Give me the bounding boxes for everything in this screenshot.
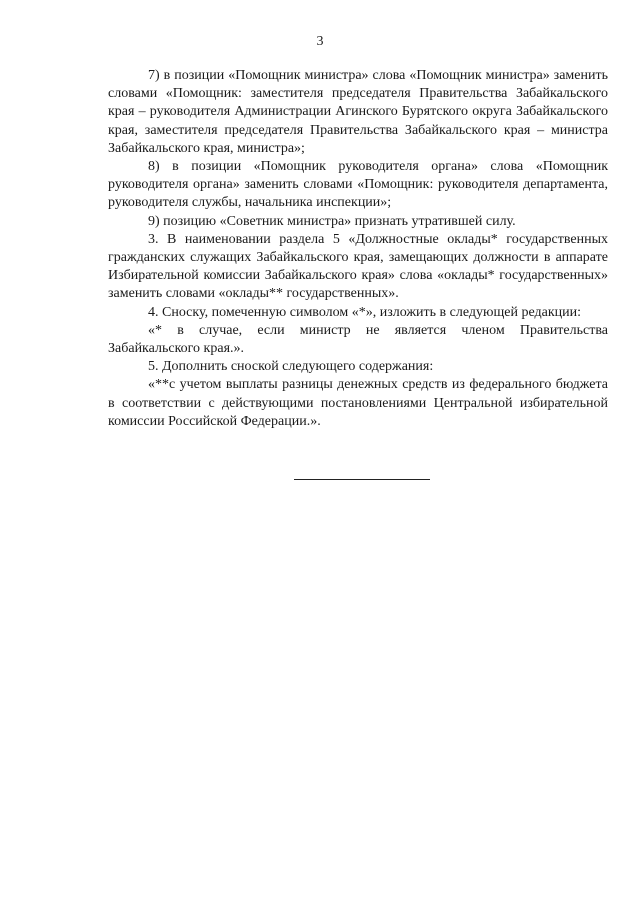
paragraph-item-7: 7) в позиции «Помощник министра» слова «Помощник министра» заменить словами «Помощник: заместителя председателя Правительства Забайкальского края – руководителя Администрации Агинского Бурятского округа Забайкальского края, заместителя председателя Правительства Забайкальского края – министра Забайкальского края, министра»; xyxy=(108,68,608,156)
document-body xyxy=(108,67,608,431)
paragraph-section-3: 3. В наименовании раздела 5 «Должностные оклады* государственных гражданских служащих Забайкальского края, замещающих должности в аппарате Избирательной комиссии Забайкальского края» слова «оклады* государственных» заменить словами «оклады** государственных». xyxy=(108,231,608,302)
paragraph-item-8: 8) в позиции «Помощник руководителя органа» слова «Помощник руководителя органа» заменить словами «Помощник: руководителя департамента, руководителя службы, начальника инспекции»; xyxy=(108,159,608,211)
end-separator-line xyxy=(294,479,430,480)
footnote-text-asterisk: «* в случае, если министр не является членом Правительства Забайкальского края.». xyxy=(108,322,608,357)
paragraph-section-5: 5. Дополнить сноской следующего содержания: xyxy=(148,359,434,375)
paragraph-item-9: 9) позицию «Советник министра» признать утратившей силу. xyxy=(148,213,516,229)
footnote-text-double-asterisk: «**с учетом выплаты разницы денежных средств из федерального бюджета в соответствии с действующими постановлениями Центральной избирательной комиссии Российской Федерации.». xyxy=(108,377,608,429)
page-number: 3 xyxy=(316,34,324,49)
paragraph-section-4: 4. Сноску, помеченную символом «*», изложить в следующей редакции: xyxy=(148,304,581,320)
